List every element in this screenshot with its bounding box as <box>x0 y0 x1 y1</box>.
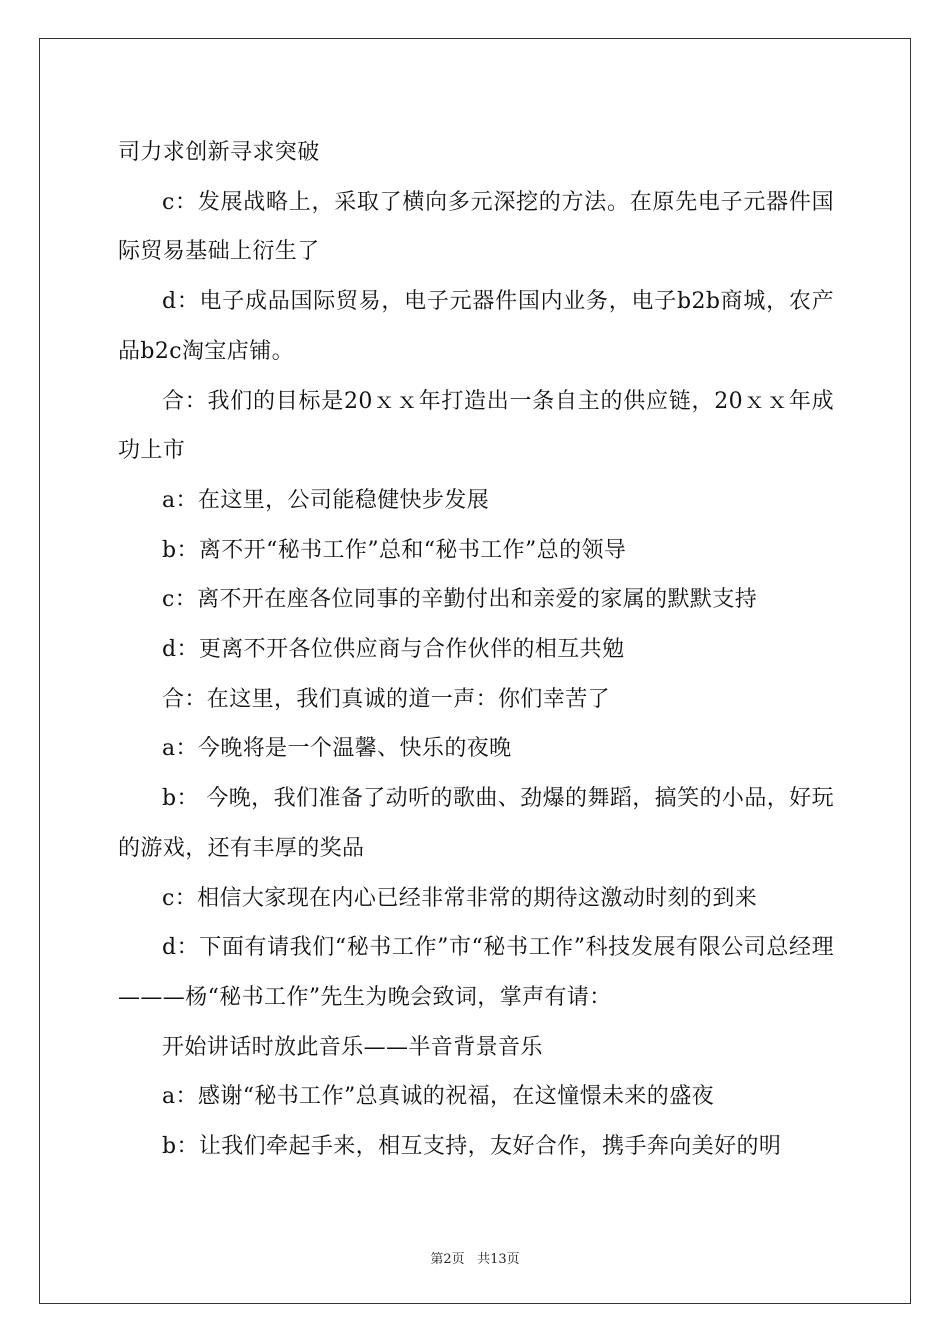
page-number: 第2页 <box>430 1252 465 1267</box>
paragraph: c：离不开在座各位同事的辛勤付出和亲爱的家属的默默支持 <box>162 587 758 613</box>
document-body <box>118 128 834 1172</box>
paragraph: b：离不开“秘书工作”总和“秘书工作”总的领导 <box>162 537 627 563</box>
paragraph: c：相信大家现在内心已经非常非常的期待这激动时刻的到来 <box>162 885 758 911</box>
paragraph: 合：在这里，我们真诚的道一声：你们幸苦了 <box>162 686 611 712</box>
paragraph: d：更离不开各位供应商与合作伙伴的相互共勉 <box>162 637 625 663</box>
paragraph: c：发展战略上，采取了横向多元深挖的方法。在原先电子元器件国际贸易基础上衍生了 <box>118 189 834 265</box>
page-footer <box>0 1248 950 1267</box>
paragraph: 司力求创新寻求突破 <box>118 140 320 165</box>
paragraph: d：下面有请我们“秘书工作”市“秘书工作”科技发展有限公司总经理———杨“秘书工作”先生为晚会致词，掌声有请： <box>118 935 834 1010</box>
paragraph: b：让我们牵起手来，相互支持，友好合作，携手奔向美好的明 <box>162 1134 782 1160</box>
paragraph: a：感谢“秘书工作”总真诚的祝福，在这憧憬未来的盛夜 <box>162 1084 715 1110</box>
paragraph: b： 今晚，我们准备了动听的歌曲、劲爆的舞蹈，搞笑的小品，好玩的游戏，还有丰厚的奖品 <box>118 786 834 861</box>
paragraph: d：电子成品国际贸易，电子元器件国内业务，电子b2b商城，农产品b2c淘宝店铺。 <box>118 289 834 364</box>
paragraph: 合：我们的目标是20ｘｘ年打造出一条自主的供应链，20ｘｘ年成功上市 <box>118 388 834 464</box>
paragraph: 开始讲话时放此音乐——半音背景音乐 <box>162 1034 543 1060</box>
paragraph: a：今晚将是一个温馨、快乐的夜晚 <box>162 736 512 762</box>
page-total: 共13页 <box>477 1252 520 1267</box>
paragraph: a：在这里，公司能稳健快步发展 <box>162 487 490 513</box>
